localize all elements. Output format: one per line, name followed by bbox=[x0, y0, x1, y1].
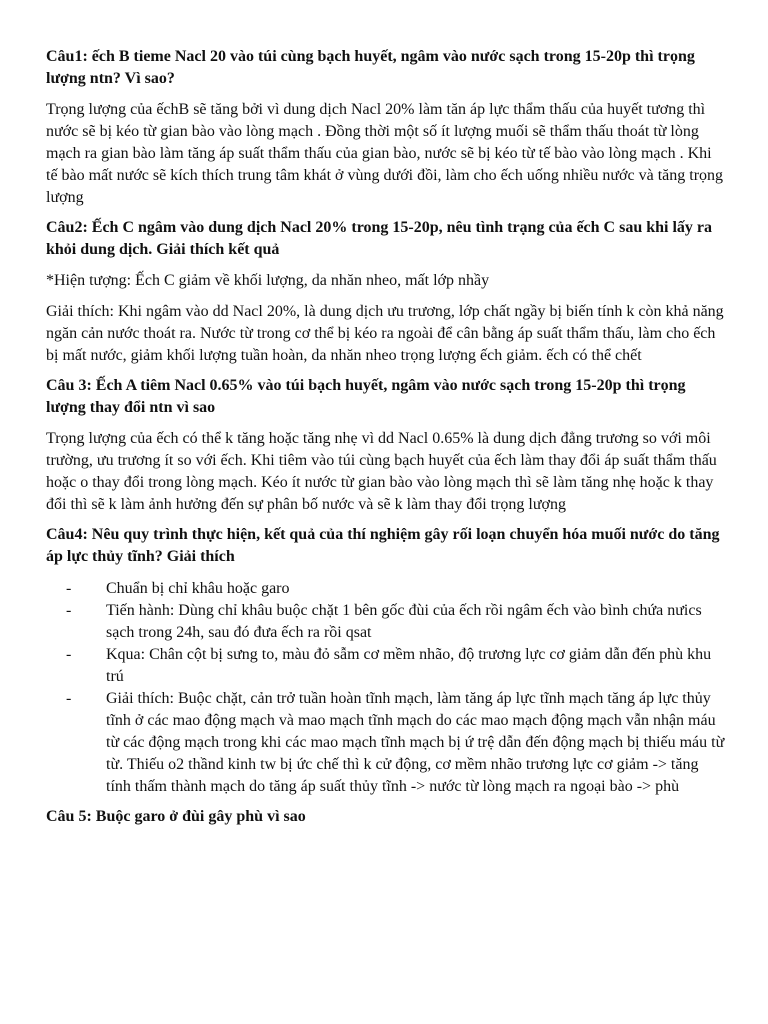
answer-1: Trọng lượng của ếchB sẽ tăng bởi vì dung dịch Nacl 20% làm tăn áp lực thẩm thấu của huyết tương thì nước sẽ bị kéo từ gian bào vào lòng mạch . Đồng thời một số ít lượng muối sẽ thẩm thấu thoát từ lòng mạch ra gian bào làm tăng áp suất thẩm thấu của gian bào, nước sẽ bị kéo từ tế bào vào lòng mạch . Khi tế bào mất nước sẽ kích thích trung tâm khát ở vùng dưới đồi, làm cho ếch uống nhiều nước và tăng trọng lượng bbox=[46, 101, 724, 206]
bullet-dash: - bbox=[66, 646, 72, 663]
list-item-text: Kqua: Chân cột bị sưng to, màu đỏ sẫm cơ mềm nhão, độ trương lực cơ giảm dẫn đến phù khu trú bbox=[106, 646, 712, 685]
question-2: Câu2: Ếch C ngâm vào dung dịch Nacl 20% trong 15-20p, nêu tình trạng của ếch C sau khi lấy ra khỏi dung dịch. Giải thích kết quả bbox=[46, 219, 713, 258]
list-item bbox=[66, 600, 726, 644]
question-3: Câu 3: Ếch A tiêm Nacl 0.65% vào túi bạch huyết, ngâm vào nước sạch trong 15-20p thì trọng lượng thay đổi ntn vì sao bbox=[46, 377, 686, 416]
question-5: Câu 5: Buộc garo ở đùi gây phù vì sao bbox=[46, 808, 306, 825]
answer-2-explanation: Giải thích: Khi ngâm vào dd Nacl 20%, là dung dịch ưu trương, lớp chất ngầy bị biến tính k còn khả năng ngăn cản nước thoát ra. Nước từ trong cơ thể bị kéo ra ngoài để cân bằng áp suất thẩm thấu, làm cho ếch bị mất nước, giảm khối lượng tuần hoàn, da nhăn nheo trọng lượng ếch giảm. ếch có thể chết bbox=[46, 303, 724, 364]
list-item bbox=[66, 644, 726, 688]
list-item-text: Giải thích: Buộc chặt, cản trở tuần hoàn tĩnh mạch, làm tăng áp lực tĩnh mạch tăng áp lực thủy tĩnh ở các mao động mạch và mao mạch tĩnh mạch do các mao mạch động mạch vẫn nhận máu từ các động mạch trong khi các mao mạch tĩnh mạch bị ứ trệ dẫn đến động mạch bị thiếu máu từ từ. Thiếu o2 thầnd kinh tw bị ức chế thì k cử động, cơ mềm nhão trương lực cơ giảm -> tăng tính thấm thành mạch do tăng áp suất thủy tĩnh -> nước từ lòng mạch ra ngoại bào -> phù bbox=[106, 690, 725, 795]
bullet-dash: - bbox=[66, 602, 72, 619]
procedure-list bbox=[46, 578, 726, 798]
bullet-dash: - bbox=[66, 690, 72, 707]
list-item-text: Tiến hành: Dùng chỉ khâu buộc chặt 1 bên gốc đùi của ếch rồi ngâm ếch vào bình chứa nưics sạch trong 24h, sau đó đưa ếch ra rồi qsat bbox=[106, 602, 702, 641]
question-4: Câu4: Nêu quy trình thực hiện, kết quả của thí nghiệm gây rối loạn chuyển hóa muối nước do tăng áp lực thủy tĩnh? Giải thích bbox=[46, 526, 720, 565]
list-item bbox=[66, 578, 726, 600]
answer-3: Trọng lượng của ếch có thể k tăng hoặc tăng nhẹ vì dd Nacl 0.65% là dung dịch đẳng trương so với môi trường, ưu trương ít so với ếch. Khi tiêm vào túi cùng bạch huyết của ếch làm thay đổi áp suất thẩm thấu hoặc o thay đổi trong lòng mạch. Kéo ít nước từ gian bào vào lòng mạch thì sẽ làm tăng nhẹ hoặc k thay đổi thì sẽ k làm ảnh hưởng đến sự phân bố nước và sẽ k làm thay đổi trọng lượng bbox=[46, 430, 717, 513]
list-item-text: Chuẩn bị chỉ khâu hoặc garo bbox=[106, 580, 290, 597]
bullet-dash: - bbox=[66, 580, 72, 597]
answer-2-phenomenon: *Hiện tượng: Ếch C giảm về khối lượng, da nhăn nheo, mất lớp nhầy bbox=[46, 272, 490, 289]
list-item bbox=[66, 688, 726, 798]
question-1: Câu1: ếch B tieme Nacl 20 vào túi cùng bạch huyết, ngâm vào nước sạch trong 15-20p thì trọng lượng ntn? Vì sao? bbox=[46, 48, 695, 87]
